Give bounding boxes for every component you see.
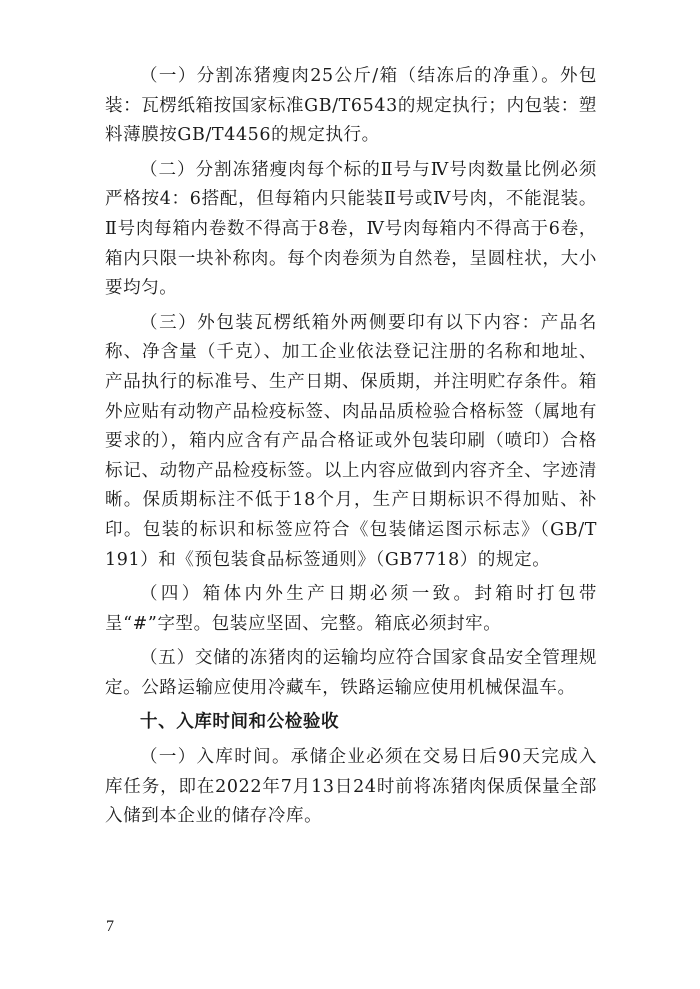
paragraph-meat-ratio: （二）分割冻猪瘦肉每个标的Ⅱ号与Ⅳ号肉数量比例必须严格按4：6搭配，但每箱内只能装Ⅱ号或Ⅳ号肉，不能混装。Ⅱ号肉每箱内卷数不得高于8卷，Ⅳ号肉每箱内不得高于6卷，箱内只限一块补称肉。每个肉卷须为自然卷，呈圆柱状，大小要均匀。 bbox=[105, 159, 597, 299]
paragraph-sealing: （四）箱体内外生产日期必须一致。封箱时打包带呈“#”字型。包装应坚固、完整。箱底必须封牢。 bbox=[105, 584, 597, 634]
paragraph-transport: （五）交储的冻猪肉的运输均应符合国家食品安全管理规定。公路运输应使用冷藏车，铁路运输应使用机械保温车。 bbox=[105, 648, 597, 698]
document-body bbox=[105, 62, 597, 837]
page-number: 7 bbox=[106, 918, 114, 935]
paragraph-packaging-spec: （一）分割冻猪瘦肉25公斤/箱（结冻后的净重）。外包装：瓦楞纸箱按国家标准GB/T6543的规定执行；内包装：塑料薄膜按GB/T4456的规定执行。 bbox=[105, 66, 597, 146]
paragraph-storage-time: （一）入库时间。承储企业必须在交易日后90天完成入库任务，即在2022年7月13日24时前将冻猪肉保质保量全部入储到本企业的储存冷库。 bbox=[105, 747, 597, 827]
section-heading: 十、入库时间和公检验收 bbox=[140, 712, 340, 733]
paragraph-label-requirements: （三）外包装瓦楞纸箱外两侧要印有以下内容：产品名称、净含量（千克）、加工企业依法登记注册的名称和地址、产品执行的标准号、生产日期、保质期，并注明贮存条件。箱外应贴有动物产品检疫标签、肉品品质检验合格标签（属地有要求的），箱内应含有产品合格证或外包装印刷（喷印）合格标记、动物产品检疫标签。以上内容应做到内容齐全、字迹清晰。保质期标注不低于18个月，生产日期标识不得加贴、补印。包装的标识和标签应符合《包装储运图示标志》（GB/T 191）和《预包装食品标签通则》（GB7718）的规定。 bbox=[105, 312, 597, 570]
